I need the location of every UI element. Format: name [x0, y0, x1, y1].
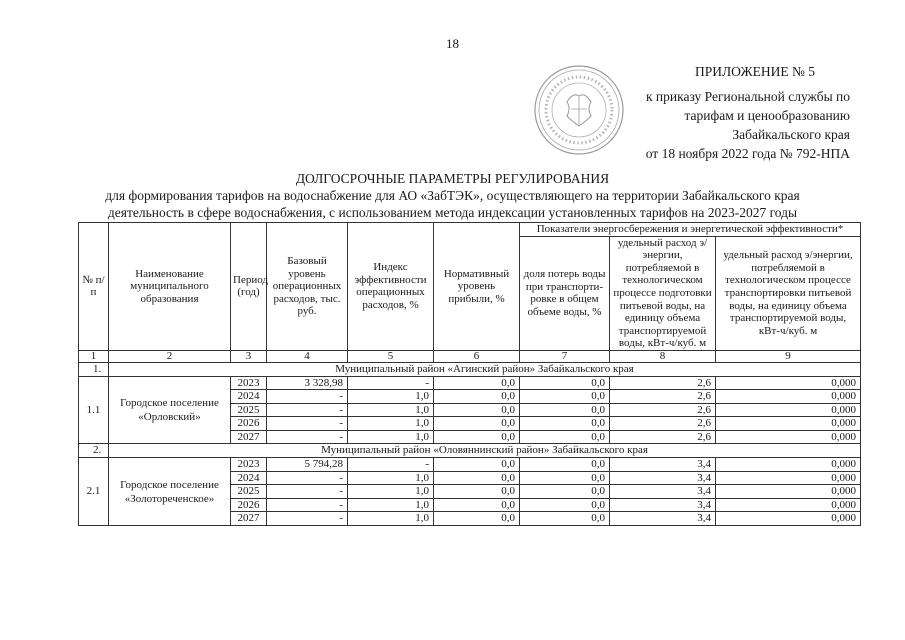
column-number: 4	[267, 350, 348, 362]
cell-efficiency-index: 1,0	[348, 498, 434, 512]
document-title-line: деятельность в сфере водоснабжения, с использованием метода индексации установленных тарифов на 2023-2027 годы	[107, 205, 798, 220]
cell-energy-preparation: 3,4	[610, 458, 716, 472]
table-row	[79, 376, 861, 390]
cell-energy-preparation: 2,6	[610, 390, 716, 404]
cell-profit: 0,0	[434, 485, 520, 499]
column-numbers-row	[79, 350, 861, 362]
cell-energy-preparation: 2,6	[610, 417, 716, 431]
cell-profit: 0,0	[434, 430, 520, 444]
column-number: 7	[520, 350, 610, 362]
subsection-num: 1.1	[79, 376, 109, 444]
cell-efficiency-index: 1,0	[348, 485, 434, 499]
cell-water-loss: 0,0	[520, 390, 610, 404]
column-number: 1	[79, 350, 109, 362]
cell-water-loss: 0,0	[520, 417, 610, 431]
cell-profit: 0,0	[434, 390, 520, 404]
cell-energy-preparation: 2,6	[610, 430, 716, 444]
cell-profit: 0,0	[434, 376, 520, 390]
header-energy-group: Показатели энергосбережения и энергетической эффективности*	[520, 223, 861, 237]
cell-profit: 0,0	[434, 403, 520, 417]
section-num: 1.	[79, 362, 109, 376]
cell-year: 2026	[231, 417, 267, 431]
column-number: 2	[109, 350, 231, 362]
cell-year: 2024	[231, 390, 267, 404]
appendix-title: ПРИЛОЖЕНИЕ № 5	[694, 64, 816, 79]
section-num: 2.	[79, 444, 109, 458]
cell-energy-preparation: 2,6	[610, 376, 716, 390]
cell-energy-preparation: 3,4	[610, 485, 716, 499]
cell-year: 2025	[231, 485, 267, 499]
cell-efficiency-index: 1,0	[348, 390, 434, 404]
cell-profit: 0,0	[434, 498, 520, 512]
cell-water-loss: 0,0	[520, 485, 610, 499]
column-number: 8	[610, 350, 716, 362]
cell-efficiency-index: -	[348, 458, 434, 472]
cell-energy-transport: 0,000	[716, 498, 861, 512]
header-period: Период (год)	[231, 223, 267, 351]
cell-base-costs: -	[267, 430, 348, 444]
cell-efficiency-index: 1,0	[348, 417, 434, 431]
cell-energy-transport: 0,000	[716, 376, 861, 390]
cell-base-costs: 3 328,98	[267, 376, 348, 390]
cell-energy-transport: 0,000	[716, 403, 861, 417]
cell-base-costs: -	[267, 471, 348, 485]
cell-water-loss: 0,0	[520, 458, 610, 472]
cell-energy-transport: 0,000	[716, 512, 861, 526]
cell-water-loss: 0,0	[520, 403, 610, 417]
cell-base-costs: -	[267, 390, 348, 404]
cell-energy-transport: 0,000	[716, 485, 861, 499]
cell-water-loss: 0,0	[520, 376, 610, 390]
header-name: Наименование муниципального образования	[109, 223, 231, 351]
appendix-line: к приказу Региональной службы по	[645, 89, 850, 104]
municipality-name: Городское поселение «Орловский»	[109, 376, 231, 444]
cell-water-loss: 0,0	[520, 430, 610, 444]
cell-base-costs: -	[267, 417, 348, 431]
appendix-block	[600, 62, 850, 163]
cell-efficiency-index: 1,0	[348, 471, 434, 485]
appendix-line: Забайкальского края	[732, 127, 850, 142]
section-title: Муниципальный район «Оловяннинский район» Забайкальского края	[109, 444, 861, 458]
cell-energy-transport: 0,000	[716, 417, 861, 431]
cell-year: 2025	[231, 403, 267, 417]
section-row	[79, 444, 861, 458]
cell-profit: 0,0	[434, 471, 520, 485]
cell-water-loss: 0,0	[520, 471, 610, 485]
table-row	[79, 458, 861, 472]
cell-year: 2023	[231, 376, 267, 390]
column-number: 5	[348, 350, 434, 362]
cell-efficiency-index: 1,0	[348, 403, 434, 417]
cell-efficiency-index: 1,0	[348, 430, 434, 444]
document-title	[0, 170, 905, 221]
cell-year: 2026	[231, 498, 267, 512]
document-title-line: для формирования тарифов на водоснабжение для АО «ЗабТЭК», осуществляющего на территории Забайкальского края	[105, 188, 800, 203]
cell-energy-preparation: 3,4	[610, 471, 716, 485]
cell-profit: 0,0	[434, 458, 520, 472]
parameters-table-wrapper	[78, 222, 860, 526]
table-body	[79, 350, 861, 525]
page-number: 18	[446, 36, 459, 51]
cell-base-costs: -	[267, 512, 348, 526]
header-base-costs: Базовый уровень операционных расходов, тыс. руб.	[267, 223, 348, 351]
cell-energy-transport: 0,000	[716, 430, 861, 444]
appendix-line: тарифам и ценообразованию	[684, 108, 850, 123]
column-number: 3	[231, 350, 267, 362]
cell-energy-preparation: 2,6	[610, 403, 716, 417]
cell-energy-preparation: 3,4	[610, 498, 716, 512]
cell-base-costs: 5 794,28	[267, 458, 348, 472]
cell-efficiency-index: -	[348, 376, 434, 390]
section-row	[79, 362, 861, 376]
header-profit: Нормативный уровень прибыли, %	[434, 223, 520, 351]
cell-base-costs: -	[267, 403, 348, 417]
subsection-num: 2.1	[79, 458, 109, 526]
municipality-name: Городское поселение «Золотореченское»	[109, 458, 231, 526]
header-num: № п/п	[79, 223, 109, 351]
cell-base-costs: -	[267, 485, 348, 499]
header-energy-preparation: удельный расход э/энергии, потребляемой в технологическом процессе подготовки питьевой воды, на единицу объема транспортируемой воды, кВт-ч/куб. м	[610, 236, 716, 350]
cell-year: 2024	[231, 471, 267, 485]
column-number: 6	[434, 350, 520, 362]
header-efficiency-index: Индекс эффективности операционных расходов, %	[348, 223, 434, 351]
appendix-line: от 18 ноября 2022 года № 792-НПА	[645, 146, 850, 161]
cell-year: 2027	[231, 430, 267, 444]
cell-profit: 0,0	[434, 417, 520, 431]
header-energy-transport: удельный расход э/энергии, потребляемой в технологическом процессе транспортировки питьевой воды, на единицу объема транспортируемой воды, кВт-ч/куб. м	[716, 236, 861, 350]
section-title: Муниципальный район «Агинский район» Забайкальского края	[109, 362, 861, 376]
cell-water-loss: 0,0	[520, 512, 610, 526]
cell-water-loss: 0,0	[520, 498, 610, 512]
cell-energy-transport: 0,000	[716, 390, 861, 404]
column-number: 9	[716, 350, 861, 362]
cell-year: 2027	[231, 512, 267, 526]
parameters-table	[78, 222, 861, 526]
document-title-line: ДОЛГОСРОЧНЫЕ ПАРАМЕТРЫ РЕГУЛИРОВАНИЯ	[295, 171, 610, 186]
cell-profit: 0,0	[434, 512, 520, 526]
cell-energy-transport: 0,000	[716, 458, 861, 472]
cell-energy-transport: 0,000	[716, 471, 861, 485]
cell-efficiency-index: 1,0	[348, 512, 434, 526]
cell-energy-preparation: 3,4	[610, 512, 716, 526]
cell-base-costs: -	[267, 498, 348, 512]
cell-year: 2023	[231, 458, 267, 472]
header-water-loss: доля потерь воды при транспорти-ровке в общем объеме воды, %	[520, 236, 610, 350]
